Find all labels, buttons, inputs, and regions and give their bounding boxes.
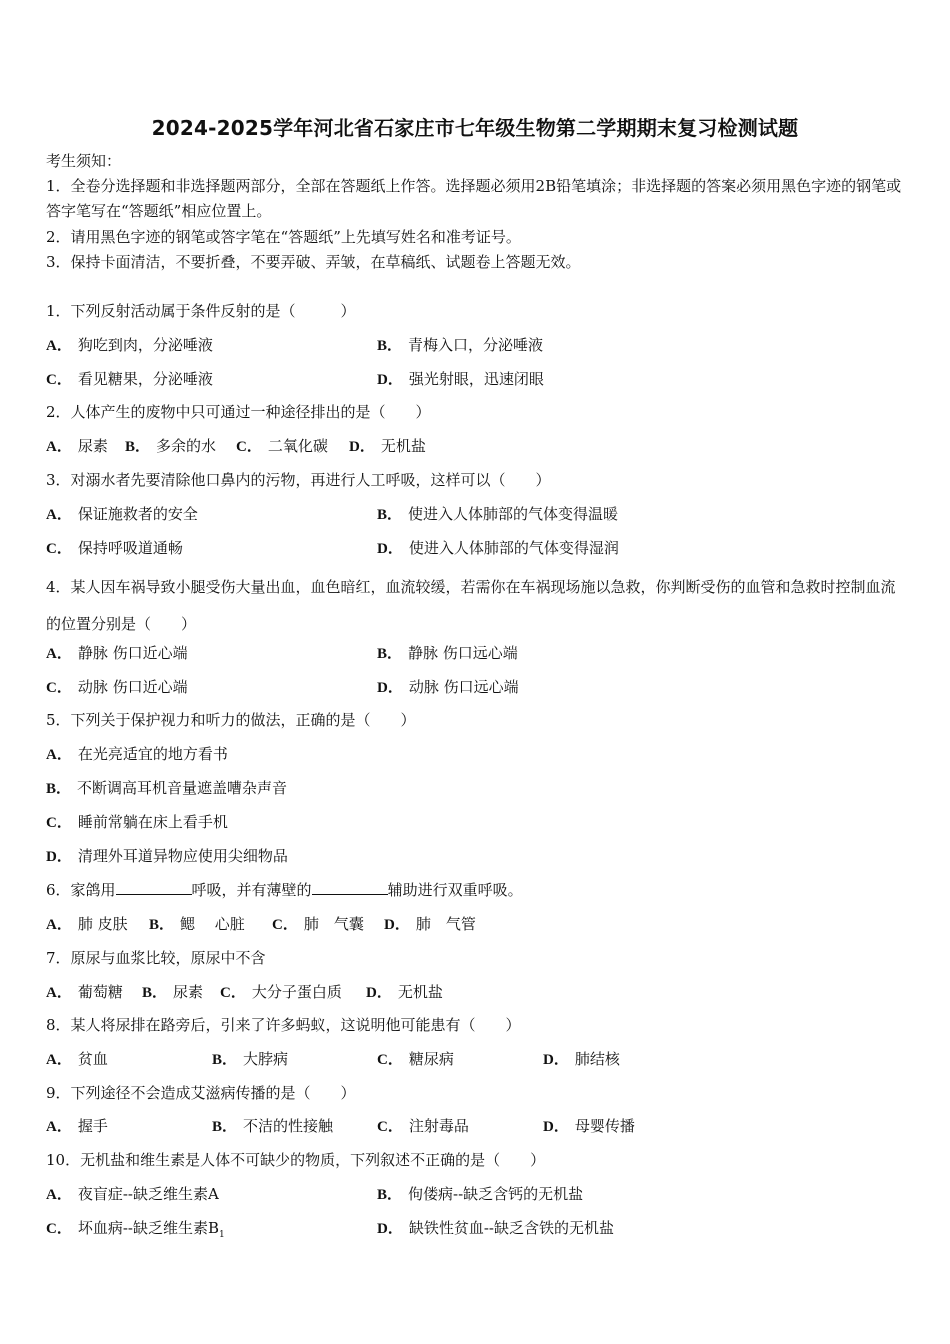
q5-option-d[interactable]: D． 清理外耳道异物应使用尖细物品 (46, 847, 288, 865)
q10-option-a[interactable]: A． 夜盲症--缺乏维生素A (46, 1185, 219, 1203)
q4-option-a[interactable]: A． 静脉 伤口近心端 (46, 644, 188, 662)
q2-option-b[interactable]: B． 多余的水 (125, 437, 217, 455)
q2-option-c[interactable]: C． 二氧化碳 (236, 437, 328, 455)
q3-option-a[interactable]: A． 保证施救者的安全 (46, 505, 198, 523)
q5-option-c[interactable]: C． 睡前常躺在床上看手机 (46, 813, 228, 831)
subscript: 1 (219, 1230, 225, 1240)
q10-option-d[interactable]: D． 缺铁性贫血--缺乏含铁的无机盐 (377, 1219, 614, 1237)
q7-option-a[interactable]: A． 葡萄糖 (46, 983, 123, 1001)
q7-option-b[interactable]: B． 尿素 (142, 983, 204, 1001)
notice-heading: 考生须知： (46, 152, 122, 170)
question-4-stem: 4．某人因车祸导致小腿受伤大量出血，血色暗红，血流较缓，若需你在车祸现场施以急救，你判断受伤的血管和急救时控制血流的位置分别是（ ） (46, 578, 896, 633)
q7-option-c[interactable]: C． 大分子蛋白质 (220, 983, 342, 1001)
question-10-stem: 10．无机盐和维生素是人体不可缺少的物质，下列叙述不正确的是（ ） (46, 1151, 546, 1169)
notice-item: 2．请用黑色字迹的钢笔或答字笔在“答题纸”上先填写姓名和准考证号。 (46, 228, 521, 246)
question-5-stem: 5．下列关于保护视力和听力的做法，正确的是（ ） (46, 711, 416, 729)
q6-option-a[interactable]: A． 肺 皮肤 (46, 915, 128, 933)
q8-option-c[interactable]: C． 糖尿病 (377, 1050, 454, 1068)
q3-option-d[interactable]: D． 使进入人体肺部的气体变得湿润 (377, 539, 619, 557)
q6-option-c[interactable]: C． 肺 气囊 (272, 915, 364, 933)
question-8-stem: 8．某人将尿排在路旁后，引来了许多蚂蚁，这说明他可能患有（ ） (46, 1016, 521, 1034)
q4-option-b[interactable]: B． 静脉 伤口远心端 (377, 644, 518, 662)
notice-item: 1．全卷分选择题和非选择题两部分，全部在答题纸上作答。选择题必须用2B铅笔填涂；非选择题的答案必须用黑色字迹的钢笔或答字笔写在“答题纸”相应位置上。 (46, 177, 902, 220)
q6-option-d[interactable]: D． 肺 气管 (384, 915, 476, 933)
q5-option-a[interactable]: A． 在光亮适宜的地方看书 (46, 745, 228, 763)
question-2-stem: 2．人体产生的废物中只可通过一种途径排出的是（ ） (46, 403, 431, 421)
q8-option-d[interactable]: D． 肺结核 (543, 1050, 620, 1068)
page-title: 2024-2025学年河北省石家庄市七年级生物第二学期期末复习检测试题 (151, 116, 799, 140)
q1-option-b[interactable]: B． 青梅入口，分泌唾液 (377, 336, 544, 354)
q10-option-b[interactable]: B． 佝偻病--缺乏含钙的无机盐 (377, 1185, 584, 1203)
question-7-stem: 7．原尿与血浆比较，原尿中不含 (46, 949, 266, 967)
question-1-stem: 1．下列反射活动属于条件反射的是（ ） (46, 302, 356, 320)
q4-option-c[interactable]: C． 动脉 伤口近心端 (46, 678, 188, 696)
answer-blank[interactable] (312, 880, 388, 895)
q10-option-c[interactable]: C． 坏血病--缺乏维生素$B_1$ (46, 1219, 225, 1240)
q8-option-a[interactable]: A． 贫血 (46, 1050, 108, 1068)
q9-option-d[interactable]: D． 母婴传播 (543, 1117, 635, 1135)
q2-option-a[interactable]: A． 尿素 (46, 437, 108, 455)
q7-option-d[interactable]: D． 无机盐 (366, 983, 443, 1001)
q5-option-b[interactable]: B． 不断调高耳机音量遮盖嘈杂声音 (46, 779, 288, 797)
q6-option-b[interactable]: B． 鳃 心脏 (149, 915, 245, 933)
q9-option-b[interactable]: B． 不洁的性接触 (212, 1117, 334, 1135)
q4-option-d[interactable]: D． 动脉 伤口远心端 (377, 678, 519, 696)
q1-option-c[interactable]: C． 看见糖果，分泌唾液 (46, 370, 213, 388)
q9-option-c[interactable]: C． 注射毒品 (377, 1117, 469, 1135)
q9-option-a[interactable]: A． 握手 (46, 1117, 108, 1135)
q8-option-b[interactable]: B． 大脖病 (212, 1050, 289, 1068)
q3-option-b[interactable]: B． 使进入人体肺部的气体变得温暖 (377, 505, 619, 523)
question-6-stem: 6．家鸽用 呼吸，并有薄壁的 辅助进行双重呼吸。 (46, 881, 523, 899)
q3-option-c[interactable]: C． 保持呼吸道通畅 (46, 539, 183, 557)
q2-option-d[interactable]: D． 无机盐 (349, 437, 426, 455)
answer-blank[interactable] (116, 880, 192, 895)
notice-item: 3．保持卡面清洁，不要折叠，不要弄破、弄皱，在草稿纸、试题卷上答题无效。 (46, 253, 581, 271)
q1-option-a[interactable]: A． 狗吃到肉，分泌唾液 (46, 336, 213, 354)
q1-option-d[interactable]: D． 强光射眼，迅速闭眼 (377, 370, 544, 388)
question-9-stem: 9．下列途径不会造成艾滋病传播的是（ ） (46, 1084, 356, 1102)
question-3-stem: 3．对溺水者先要清除他口鼻内的污物，再进行人工呼吸，这样可以（ ） (46, 471, 551, 489)
